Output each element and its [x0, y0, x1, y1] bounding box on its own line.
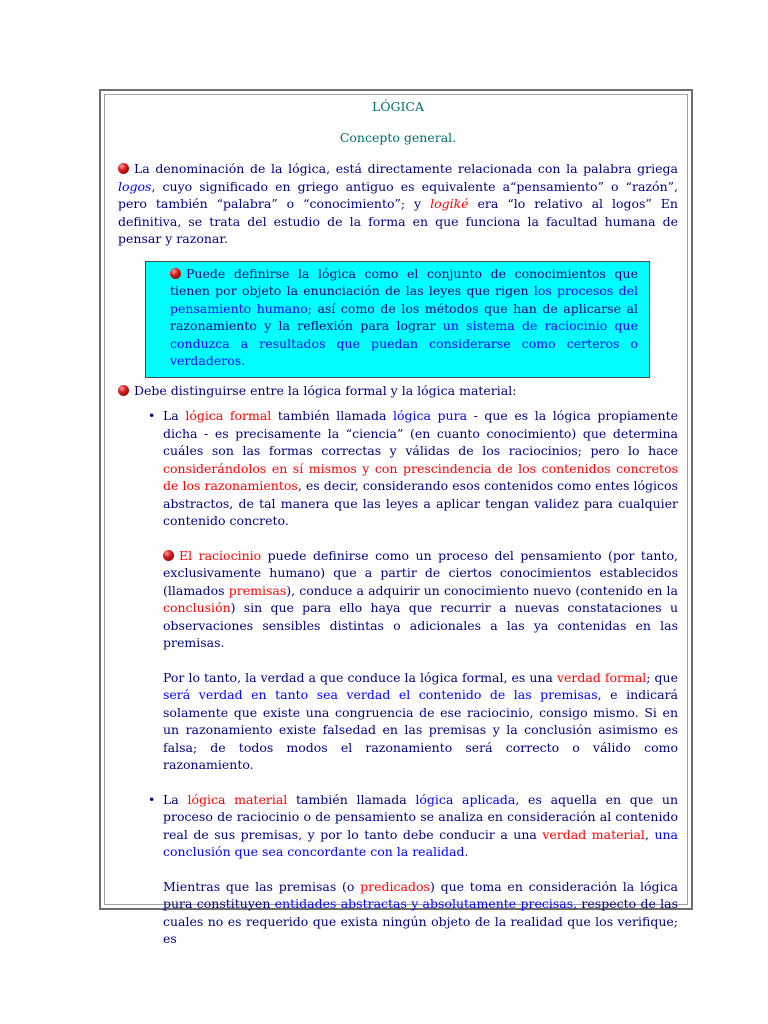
- list-bullet: •: [148, 791, 156, 807]
- page-title: LÓGICA: [371, 99, 425, 114]
- term-logike: logiké: [430, 196, 469, 211]
- list-bullet: •: [148, 408, 156, 423]
- page-subtitle: Concepto general.: [339, 130, 457, 145]
- intro-paragraph: La denominación de la lógica, está directamente relacionada con la palabra griega logos, cuyo significado en griego antiguo es equivalente a“pensamiento” o “razón”, pero también “palabra” o “conocimiento”; y logiké era “lo relativo al logos” En definitiva, se trata del estudio de la forma en que funciona la facultad humana de pensar y razonar.: [118, 161, 678, 246]
- red-ball-bullet-icon: [163, 550, 174, 561]
- logic-types-list: [118, 407, 678, 948]
- mientras-paragraph: Mientras que las premisas (o predicados) que toma en consideración la lógica pura constituyen entidades abstractas y absolutamente precisas, respecto de las cuales no es requerido que exista ningún objeto de la realidad que los verifique; es: [163, 878, 679, 946]
- document-frame: [99, 89, 693, 946]
- verdad-formal-paragraph: Por lo tanto, la verdad a que conduce la lógica formal, es una verdad formal; que será verdad en tanto sea verdad el contenido de las premisas, e indicará solamente que existe una congruencia de ese raciocinio, consigo mismo. Si en un razonamiento existe falsedad en las premisas y la conclusión asimismo es falsa; de todos modos el razonamiento será correcto o válido como razonamiento.: [163, 669, 678, 772]
- red-ball-bullet-icon: [170, 268, 181, 279]
- term-logos: logos: [118, 178, 152, 194]
- red-ball-bullet-icon: [118, 163, 129, 174]
- red-ball-bullet-icon: [118, 385, 129, 396]
- list-item-logica-formal: [118, 407, 678, 774]
- raciocinio-paragraph: El raciocinio puede definirse como un proceso del pensamiento (por tanto, exclusivamente humano) que a partir de ciertos conocimientos establecidos (llamados premisas), conduce a adquirir un conocimiento nuevo (contenido en la conclusión) sin que para ello haya que recurrir a nuevas constataciones u observaciones sensibles distintas o adicionales a las ya contenidas en las premisas.: [163, 547, 679, 650]
- logica-formal-text: La lógica formal también llamada lógica pura - que es la lógica propiamente dicha - es precisamente la “ciencia” (en cuanto conocimiento) que determina cuáles son las formas correctas y válidas de los raciocinios; pero lo hace considerándolos en sí mismos y con prescindencia de los contenidos concretos de los razonamientos, es decir, considerando esos contenidos como entes lógicos abstractos, de tal manera que las leyes a aplicar tengan validez para cualquier contenido concreto.: [163, 408, 679, 528]
- document-content: [104, 94, 688, 946]
- logica-material-text: La lógica material también llamada lógica aplicada, es aquella en que un proceso de raciocinio o de pensamiento se analiza en consideración al contenido real de sus premisas, y por lo tanto debe conducir a una verdad material, una conclusión que sea concordante con la realidad.: [163, 791, 678, 859]
- definition-box: [145, 261, 650, 378]
- definition-text: Puede definirse la lógica como el conjunto de conocimientos que tienen por objeto la enunciación de las leyes que rigen los procesos del pensamiento humano; así como de los métodos que han de aplicarse al razonamiento y la reflexión para lograr un sistema de raciocinio que conduzca a resultados que puedan considerarse como certeros o verdaderos.: [170, 265, 638, 368]
- list-item-logica-material: [118, 791, 678, 948]
- distinguish-heading: Debe distinguirse entre la lógica formal y la lógica material:: [118, 382, 678, 400]
